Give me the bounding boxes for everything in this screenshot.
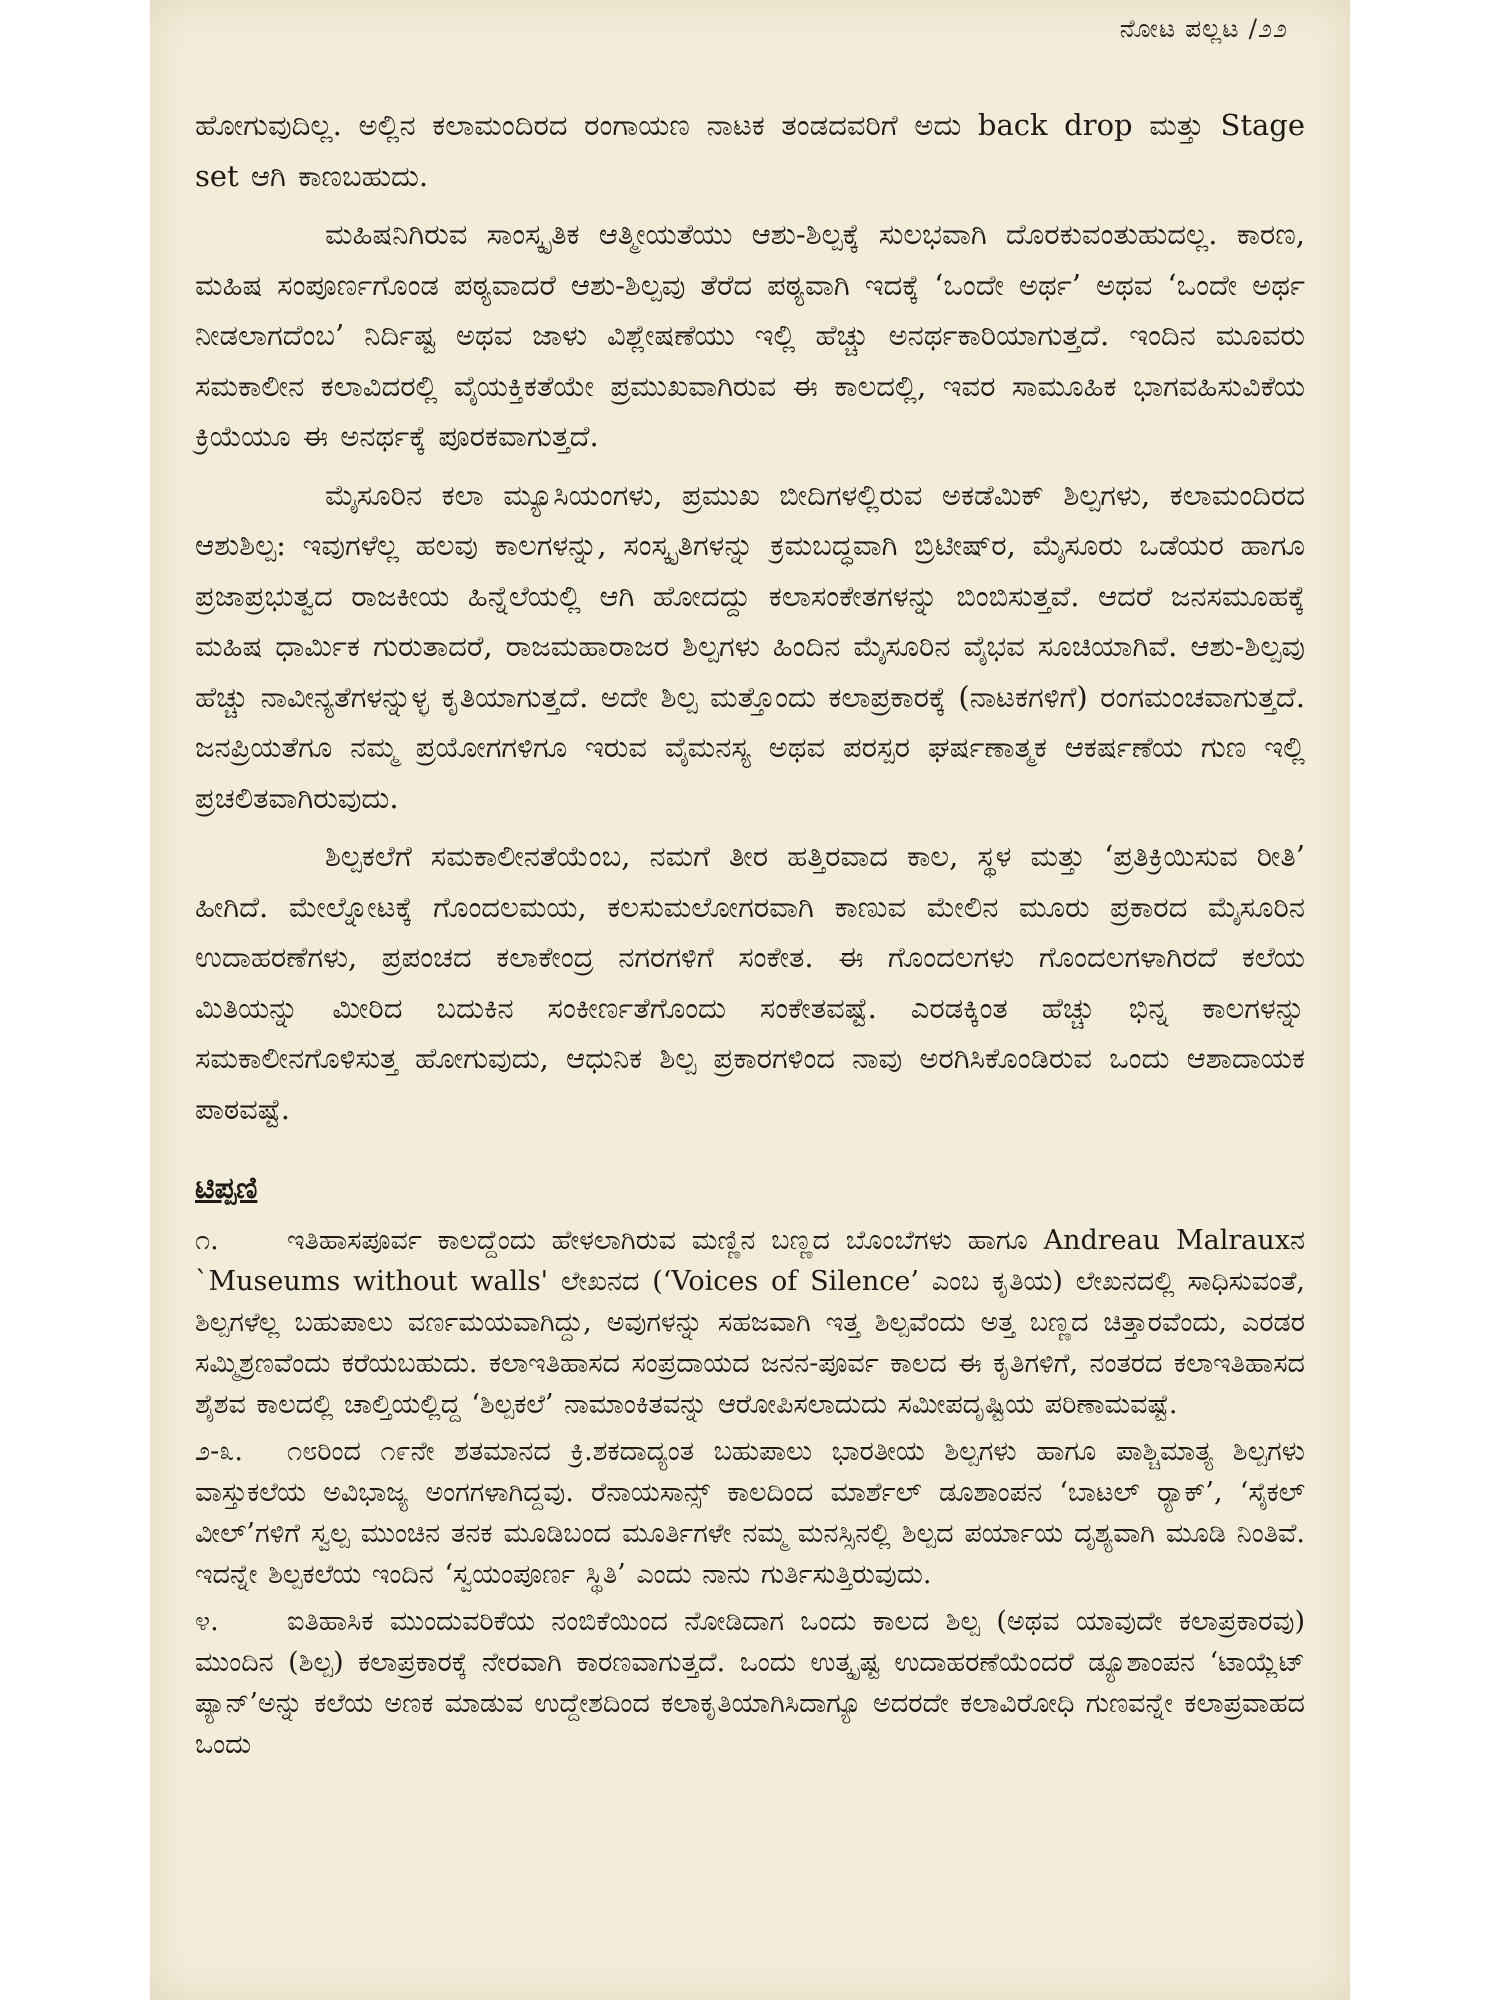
- book-page: [150, 0, 1350, 2000]
- footnote-text: ಇತಿಹಾಸಪೂರ್ವ ಕಾಲದ್ದೆಂದು ಹೇಳಲಾಗಿರುವ ಮಣ್ಣಿನ ಬಣ್ಣದ ಬೊಂಬೆಗಳು ಹಾಗೂ Andreau Malrauxನ `Museums without walls' ಲೇಖನದ (‘Voices of Silence’ ಎಂಬ ಕೃತಿಯ) ಲೇಖನದಲ್ಲಿ ಸಾಧಿಸುವಂತೆ, ಶಿಲ್ಪಗಳೆಲ್ಲ ಬಹುಪಾಲು ವರ್ಣಮಯವಾಗಿದ್ದು, ಅವುಗಳನ್ನು ಸಹಜವಾಗಿ ಇತ್ತ ಶಿಲ್ಪವೆಂದು ಅತ್ತ ಬಣ್ಣದ ಚಿತ್ತಾರವೆಂದು, ಎರಡರ ಸಮ್ಮಿಶ್ರಣವೆಂದು ಕರೆಯಬಹುದು. ಕಲಾಇತಿಹಾಸದ ಸಂಪ್ರದಾಯದ ಜನನ-ಪೂರ್ವ ಕಾಲದ ಈ ಕೃತಿಗಳಿಗೆ, ನಂತರದ ಕಲಾಇತಿಹಾಸದ ಶೈಶವ ಕಾಲದಲ್ಲಿ ಚಾಲ್ತಿಯಲ್ಲಿದ್ದ ‘ಶಿಲ್ಪಕಲೆ’ ನಾಮಾಂಕಿತವನ್ನು ಆರೋಪಿಸಲಾದುದು ಸಮೀಪದೃಷ್ಟಿಯ ಪರಿಣಾಮವಷ್ಟೆ.: [195, 1225, 1305, 1420]
- body-paragraph: ಮೈಸೂರಿನ ಕಲಾ ಮ್ಯೂಸಿಯಂಗಳು, ಪ್ರಮುಖ ಬೀದಿಗಳಲ್ಲಿರುವ ಅಕಡೆಮಿಕ್ ಶಿಲ್ಪಗಳು, ಕಲಾಮಂದಿರದ ಆಶುಶಿಲ್ಪ: ಇವುಗಳೆಲ್ಲ ಹಲವು ಕಾಲಗಳನ್ನು, ಸಂಸ್ಕೃತಿಗಳನ್ನು ಕ್ರಮಬದ್ಧವಾಗಿ ಬ್ರಿಟೀಷ್‌ರ, ಮೈಸೂರು ಒಡೆಯರ ಹಾಗೂ ಪ್ರಜಾಪ್ರಭುತ್ವದ ರಾಜಕೀಯ ಹಿನ್ನೆಲೆಯಲ್ಲಿ ಆಗಿ ಹೋದದ್ದು ಕಲಾಸಂಕೇತಗಳನ್ನು ಬಿಂಬಿಸುತ್ತವೆ. ಆದರೆ ಜನಸಮೂಹಕ್ಕೆ ಮಹಿಷ ಧಾರ್ಮಿಕ ಗುರುತಾದರೆ, ರಾಜಮಹಾರಾಜರ ಶಿಲ್ಪಗಳು ಹಿಂದಿನ ಮೈಸೂರಿನ ವೈಭವ ಸೂಚಿಯಾಗಿವೆ. ಆಶು-ಶಿಲ್ಪವು ಹೆಚ್ಚು ನಾವೀನ್ಯತೆಗಳನ್ನುಳ್ಳ ಕೃತಿಯಾಗುತ್ತದೆ. ಅದೇ ಶಿಲ್ಪ ಮತ್ತೊಂದು ಕಲಾಪ್ರಕಾರಕ್ಕೆ (ನಾಟಕಗಳಿಗೆ) ರಂಗಮಂಚವಾಗುತ್ತದೆ. ಜನಪ್ರಿಯತೆಗೂ ನಮ್ಮ ಪ್ರಯೋಗಗಳಿಗೂ ಇರುವ ವೈಮನಸ್ಯ ಅಥವ ಪರಸ್ಪರ ಘರ್ಷಣಾತ್ಮಕ ಆಕರ್ಷಣೆಯ ಗುಣ ಇಲ್ಲಿ ಪ್ರಚಲಿತವಾಗಿರುವುದು.: [195, 477, 1305, 815]
- footnote-number: ೧.: [195, 1225, 219, 1256]
- body-paragraph: ಮಹಿಷನಿಗಿರುವ ಸಾಂಸ್ಕೃತಿಕ ಆತ್ಮೀಯತೆಯು ಆಶು-ಶಿಲ್ಪಕ್ಕೆ ಸುಲಭವಾಗಿ ದೊರಕುವಂತುಹುದಲ್ಲ. ಕಾರಣ, ಮಹಿಷ ಸಂಪೂರ್ಣಗೊಂಡ ಪಠ್ಯವಾದರೆ ಆಶು-ಶಿಲ್ಪವು ತೆರೆದ ಪಠ್ಯವಾಗಿ ಇದಕ್ಕೆ ‘ಒಂದೇ ಅರ್ಥ’ ಅಥವ ‘ಒಂದೇ ಅರ್ಥ ನೀಡಲಾಗದೆಂಬ’ ನಿರ್ದಿಷ್ಟ ಅಥವ ಜಾಳು ವಿಶ್ಲೇಷಣೆಯು ಇಲ್ಲಿ ಹೆಚ್ಚು ಅನರ್ಥಕಾರಿಯಾಗುತ್ತದೆ. ಇಂದಿನ ಮೂವರು ಸಮಕಾಲೀನ ಕಲಾವಿದರಲ್ಲಿ ವೈಯಕ್ತಿಕತೆಯೇ ಪ್ರಮುಖವಾಗಿರುವ ಈ ಕಾಲದಲ್ಲಿ, ಇವರ ಸಾಮೂಹಿಕ ಭಾಗವಹಿಸುವಿಕೆಯ ಕ್ರಿಯೆಯೂ ಈ ಅನರ್ಥಕ್ಕೆ ಪೂರಕವಾಗುತ್ತದೆ.: [195, 217, 1305, 453]
- body-paragraph: ಹೋಗುವುದಿಲ್ಲ. ಅಲ್ಲಿನ ಕಲಾಮಂದಿರದ ರಂಗಾಯಣ ನಾಟಕ ತಂಡದವರಿಗೆ ಅದು back drop ಮತ್ತು Stage set ಆಗಿ ಕಾಣಬಹುದು.: [195, 108, 1305, 193]
- body-paragraph: ಶಿಲ್ಪಕಲೆಗೆ ಸಮಕಾಲೀನತೆಯೆಂಬ, ನಮಗೆ ತೀರ ಹತ್ತಿರವಾದ ಕಾಲ, ಸ್ಥಳ ಮತ್ತು ‘ಪ್ರತಿಕ್ರಿಯಿಸುವ ರೀತಿ’ ಹೀಗಿದೆ. ಮೇಲ್ನೋಟಕ್ಕೆ ಗೊಂದಲಮಯ, ಕಲಸುಮಲೋಗರವಾಗಿ ಕಾಣುವ ಮೇಲಿನ ಮೂರು ಪ್ರಕಾರದ ಮೈಸೂರಿನ ಉದಾಹರಣೆಗಳು, ಪ್ರಪಂಚದ ಕಲಾಕೇಂದ್ರ ನಗರಗಳಿಗೆ ಸಂಕೇತ. ಈ ಗೊಂದಲಗಳು ಗೊಂದಲಗಳಾಗಿರದೆ ಕಲೆಯ ಮಿತಿಯನ್ನು ಮೀರಿದ ಬದುಕಿನ ಸಂಕೀರ್ಣತೆಗೊಂದು ಸಂಕೇತವಷ್ಟೆ. ಎರಡಕ್ಕಿಂತ ಹೆಚ್ಚು ಭಿನ್ನ ಕಾಲಗಳನ್ನು ಸಮಕಾಲೀನಗೊಳಿಸುತ್ತ ಹೋಗುವುದು, ಆಧುನಿಕ ಶಿಲ್ಪ ಪ್ರಕಾರಗಳಿಂದ ನಾವು ಅರಗಿಸಿಕೊಂಡಿರುವ ಒಂದು ಆಶಾದಾಯಕ ಪಾಠವಷ್ಟೆ.: [195, 839, 1305, 1126]
- footnote: [195, 1220, 1305, 1425]
- footnote: [195, 1601, 1305, 1765]
- running-head: ನೋಟ ಪಲ್ಲಟ /೨೨: [1119, 14, 1288, 43]
- footnote-number: ೨-೩.: [195, 1436, 243, 1467]
- footnote-text: ೧೮ರಿಂದ ೧೯ನೇ ಶತಮಾನದ ಕ್ರಿ.ಶಕದಾದ್ಯಂತ ಬಹುಪಾಲು ಭಾರತೀಯ ಶಿಲ್ಪಗಳು ಹಾಗೂ ಪಾಶ್ಚಿಮಾತ್ಯ ಶಿಲ್ಪಗಳು ವಾಸ್ತುಕಲೆಯ ಅವಿಭಾಜ್ಯ ಅಂಗಗಳಾಗಿದ್ದವು. ರೆನಾಯಸಾನ್ಸ್ ಕಾಲದಿಂದ ಮಾರ್ಶೆಲ್ ಡೂಶಾಂಪನ ‘ಬಾಟಲ್ ರ‍್ಯಾಕ್’, ‘ಸೈಕಲ್ ವೀಲ್’ಗಳಿಗೆ ಸ್ವಲ್ಪ ಮುಂಚಿನ ತನಕ ಮೂಡಿಬಂದ ಮೂರ್ತಿಗಳೇ ನಮ್ಮ ಮನಸ್ಸಿನಲ್ಲಿ ಶಿಲ್ಪದ ಪರ್ಯಾಯ ದೃಶ್ಯವಾಗಿ ಮೂಡಿ ನಿಂತಿವೆ. ಇದನ್ನೇ ಶಿಲ್ಪಕಲೆಯ ಇಂದಿನ ‘ಸ್ವಯಂಪೂರ್ಣ ಸ್ಥಿತಿ’ ಎಂದು ನಾನು ಗುರ್ತಿಸುತ್ತಿರುವುದು.: [195, 1436, 1305, 1590]
- notes-heading: ಟಿಪ್ಪಣಿ: [195, 1171, 258, 1206]
- footnote: [195, 1431, 1305, 1595]
- page-body: [195, 100, 1305, 1771]
- footnote-text: ಐತಿಹಾಸಿಕ ಮುಂದುವರಿಕೆಯ ನಂಬಿಕೆಯಿಂದ ನೋಡಿದಾಗ ಒಂದು ಕಾಲದ ಶಿಲ್ಪ (ಅಥವ ಯಾವುದೇ ಕಲಾಪ್ರಕಾರವು) ಮುಂದಿನ (ಶಿಲ್ಪ) ಕಲಾಪ್ರಕಾರಕ್ಕೆ ನೇರವಾಗಿ ಕಾರಣವಾಗುತ್ತದೆ. ಒಂದು ಉತ್ಕೃಷ್ಟ ಉದಾಹರಣೆಯೆಂದರೆ ಡ್ಯೂಶಾಂಪನ ‘ಟಾಯ್ಲೆಟ್ ಪ್ಯಾನ್’ಅನ್ನು ಕಲೆಯ ಅಣಕ ಮಾಡುವ ಉದ್ದೇಶದಿಂದ ಕಲಾಕೃತಿಯಾಗಿಸಿದಾಗ್ಯೂ ಅದರದೇ ಕಲಾವಿರೋಧಿ ಗುಣವನ್ನೇ ಕಲಾಪ್ರವಾಹದ ಒಂದು: [195, 1606, 1305, 1760]
- footnote-number: ೪.: [195, 1606, 219, 1637]
